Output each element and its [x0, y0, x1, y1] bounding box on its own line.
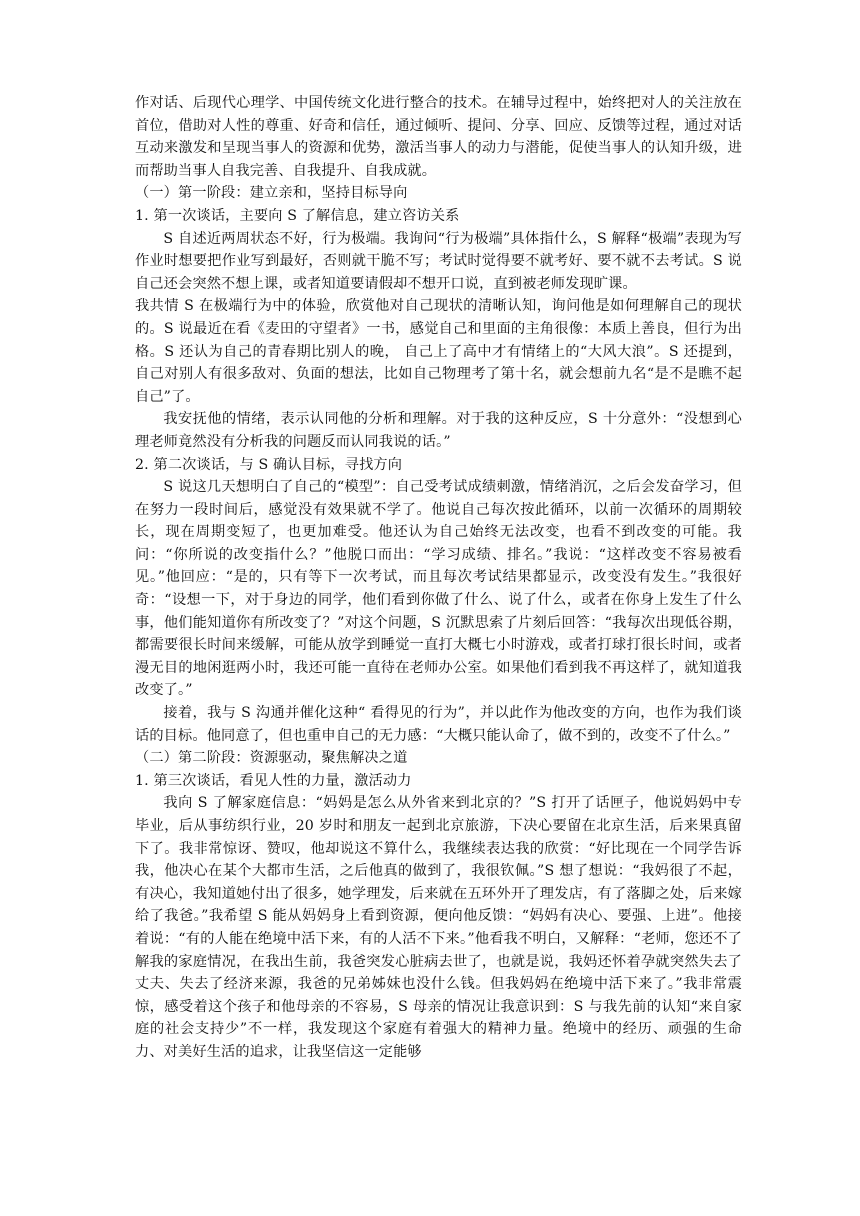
paragraph: 我共情 S 在极端行为中的体验，欣赏他对自己现状的清晰认知，询问他是如何理解自己的现状的。S 说最近在看《麦田的守望者》一书，感觉自己和里面的主角很像：本质上善良，但行为出格。S 还认为自己的青春期比别人的晚， 自己上了高中才有情绪上的“大风大浪”。S 还提到，自己对别人有很多敌对、负面的想法，比如自己物理考了第十名，就会想前九名“是不是瞧不起自己”了。 [135, 298, 742, 405]
paragraph: 我安抚他的情绪，表示认同他的分析和理解。对于我的这种反应，S 十分意外：“没想到心理老师竟然没有分析我的问题反而认同我说的话。” [135, 411, 742, 450]
section-heading: （二）第二阶段：资源驱动，聚焦解决之道 [135, 750, 408, 767]
paragraph: 接着，我与 S 沟通并催化这种“ 看得见的行为”，并以此作为他改变的方向，也作为我们谈话的目标。他同意了，但也重申自己的无力感：“大概只能认命了，做不到的，改变不了什么。” [135, 705, 742, 744]
section-heading: （一）第一阶段：建立亲和，坚持目标导向 [135, 185, 408, 202]
subsection-heading: 1. 第三次谈话，看见人性的力量，激活动力 [135, 772, 412, 789]
subsection-heading: 2. 第二次谈话，与 S 确认目标，寻找方向 [135, 456, 403, 473]
paragraph: 我向 S 了解家庭信息：“妈妈是怎么从外省来到北京的？”S 打开了话匣子，他说妈妈中专毕业，后从事纺织行业，20 岁时和朋友一起到北京旅游，下决心要留在北京生活，后来果真留下了。我非常惊讶、赞叹，他却说这不算什么，我继续表达我的欣赏：“好比现在一个同学告诉我，他决心在某个大都市生活，之后他真的做到了，我很钦佩。”S 想了想说：“我妈很了不起，有决心，我知道她付出了很多，她学理发，后来就在五环外开了理发店，有了落脚之处，后来嫁给了我爸。”我希望 S 能从妈妈身上看到资源，便向他反馈：“妈妈有决心、要强、上进”。他接着说：“有的人能在绝境中活下来，有的人活不下来。”他看我不明白，又解释：“老师，您还不了解我的家庭情况，在我出生前，我爸突发心脏病去世了，也就是说，我妈还怀着孕就突然失去了丈夫、失去了经济来源，我爸的兄弟姊妹也没什么钱。但我妈妈在绝境中活下来了。”我非常震惊，感受着这个孩子和他母亲的不容易，S 母亲的情况让我意识到：S 与我先前的认知“来自家庭的社会支持少”不一样，我发现这个家庭有着强大的精神力量。绝境中的经历、顽强的生命力、对美好生活的追求，让我坚信这一定能够 [135, 795, 742, 1060]
paragraph: S 自述近两周状态不好，行为极端。我询问“行为极端”具体指什么，S 解释“极端”表现为写作业时想要把作业写到最好，否则就干脆不写；考试时觉得要不就考好、要不就不去考试。S 说自己还会突然不想上课，或者知道要请假却不想开口说，直到被老师发现旷课。 [135, 230, 742, 292]
subsection-heading: 1. 第一次谈话，主要向 S 了解信息，建立咨访关系 [135, 207, 460, 224]
document-body [135, 92, 742, 1064]
paragraph: 作对话、后现代心理学、中国传统文化进行整合的技术。在辅导过程中，始终把对人的关注放在首位，借助对人性的尊重、好奇和信任，通过倾听、提问、分享、回应、反馈等过程，通过对话互动来激发和呈现当事人的资源和优势，激活当事人的动力与潜能，促使当事人的认知升级，进而帮助当事人自我完善、自我提升、自我成就。 [135, 95, 742, 179]
paragraph: S 说这几天想明白了自己的“模型”：自己受考试成绩刺激，情绪消沉，之后会发奋学习，但在努力一段时间后，感觉没有效果就不学了。他说自己每次按此循环，以前一次循环的周期较长，现在周期变短了，也更加难受。他还认为自己始终无法改变，也看不到改变的可能。我问：“你所说的改变指什么？”他脱口而出：“学习成绩、排名。”我说：“这样改变不容易被看见。”他回应：“是的，只有等下一次考试，而且每次考试结果都显示，改变没有发生。”我很好奇：“设想一下，对于身边的同学，他们看到你做了什么、说了什么，或者在你身上发生了什么事，他们能知道你有所改变了？”对这个问题，S 沉默思索了片刻后回答：“我每次出现低谷期，都需要很长时间来缓解，可能从放学到睡觉一直打大概七小时游戏，或者打球打很长时间，或者漫无目的地闲逛两小时，我还可能一直待在老师办公室。如果他们看到我不再这样了，就知道我改变了。” [135, 479, 742, 699]
